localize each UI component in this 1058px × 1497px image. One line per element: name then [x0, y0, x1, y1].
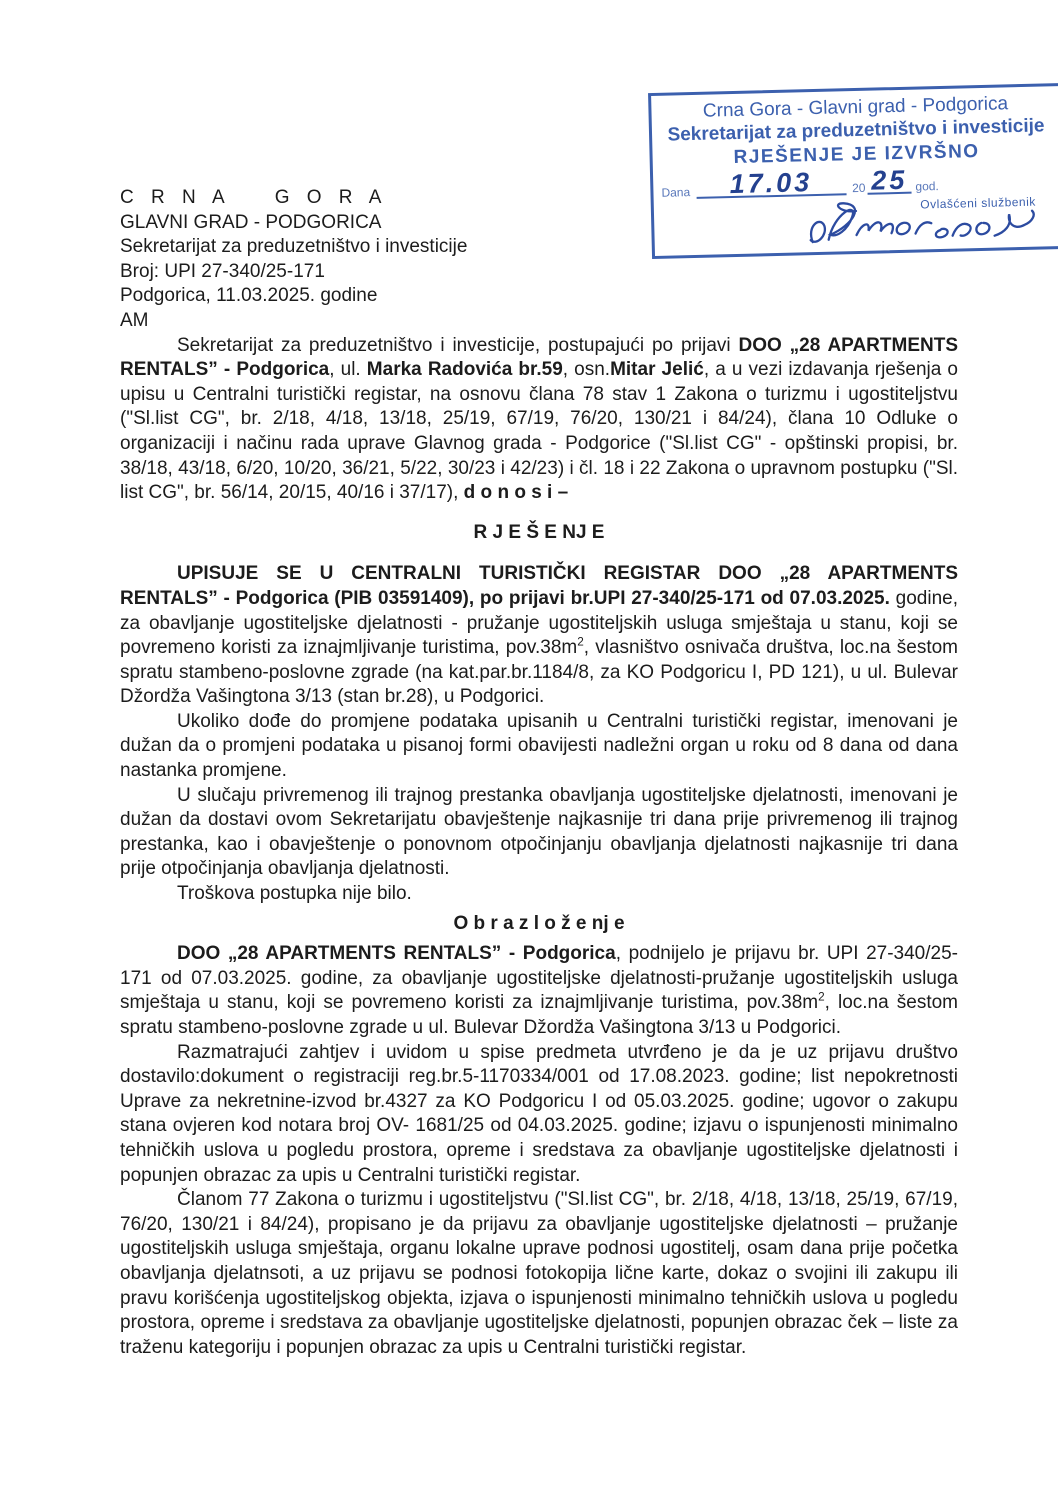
document-body: [120, 186, 958, 1360]
stamp-department-line: Sekretarijat za preduzetništvo i investicije: [667, 115, 1045, 146]
header-initials: AM: [120, 309, 149, 331]
rationale-article77-paragraph: Članom 77 Zakona o turizmu i ugostiteljstvu ("Sl.list CG", br. 2/18, 4/18, 13/18, 25/19, 67/19, 76/20, 130/21 i 84/24), propisano je da prijavu za obavljanje ugostiteljske djelatnosti – pružanje ugostiteljskih usluga smještaja, organu lokalne uprave podnosi ugostitelj, osam dana prije početka obavljanja djelatnsoti, a uz prijavu se podnosi fotokopija lične karte, dokaz o svojini ili zakupu ili pravu korišćenja ugostiteljskog objekta, izjava o ispunjenosti minimalno tehničkih uslova u pogledu prostora, opreme i sredstava za obavljanje ugostiteljske djelatnosti, popunjen obrazac ček – liste za traženu kategoriju i popunjen obrazac za upis u Centralni turistički registar.: [120, 1189, 958, 1358]
decision-costs-paragraph: Troškova postupka nije bilo.: [177, 883, 412, 905]
decision-entry-paragraph: UPISUJE SE U CENTRALNI TURISTIČKI REGISTAR DOO „28 APARTMENTS RENTALS” - Podgorica (PIB 03591409), po prijavi br.UPI 27-340/25-171 od 07.03.2025. godine, za obavljanje ugostiteljske djelatnosti - pružanje ugostiteljskih usluga smještaja u stanu, koji se povremeno koristi za iznajmljivanje turistima, $pov.38m^2$, vlasništvo osnivača društva, loc.na šestom spratu stambeno-poslovne zgrade (na kat.par.br.1184/8, za KO Podgoricu I, PD 121), u ul. Bulevar Džordža Vašingtona 3/13 (stan br.28), u Podgorici.: [120, 563, 958, 708]
stamp-authority-line: Crna Gora - Glavni grad - Podgorica: [702, 93, 1009, 122]
header-city: GLAVNI GRAD - PODGORICA: [120, 211, 382, 233]
stamp-status-line: RJEŠENJE JE IZVRŠNO: [733, 141, 980, 169]
stamp-date-label: Dana: [661, 185, 691, 200]
rationale-heading: O b r a z l o ž e nj e: [453, 912, 625, 934]
decision-change-notice-paragraph: Ukoliko dođe do promjene podataka upisanih u Centralni turistički registar, imenovani je dužan da o promjeni podataka u pisanoj formi obavijesti nadležni organ u roku od 8 dana od dana nastanka promjene.: [120, 710, 958, 782]
stamp-year-handwritten: 25: [870, 164, 908, 196]
rationale-review-paragraph: Razmatrajući zahtjev i uvidom u spise predmeta utvrđeno je da je uz prijavu društvo dostavilo:dokument o registraciji reg.br.5-1170334/001 od 17.08.2023. godine; list nepokretnosti Uprave za nekretnine-izvod br.4327 za KO Podgoricu I od 05.03.2025. godine; ugovor o zakupu stana ovjeren kod notara broj OV- 1681/25 od 04.03.2025. godine; izjavu o ispunjenosti minimalno tehničkih uslova u pogledu prostora, opreme i sredstava za obavljanje ugostiteljske djelatnosti i popunjen obrazac za upis u Centralni turistički registar.: [120, 1041, 958, 1186]
header-case-number: Broj: UPI 27-340/25-171: [120, 260, 325, 282]
header-place-date: Podgorica, 11.03.2025. godine: [120, 285, 378, 307]
stamp-year-prefix: 20: [851, 180, 866, 196]
intro-paragraph: Sekretarijat za preduzetništvo i investicije, postupajući po prijavi DOO „28 APARTMENTS RENTALS” - Podgorica, ul. Marka Radovića br.59, osn.Mitar Jelić, a u vezi izdavanja rješenja o upisu u Centralni turistički registar, na osnovu člana 78 stav 1 Zakona o turizmu i ugostiteljstvu ("Sl.list CG", br. 2/18, 4/18, 13/18, 25/19, 67/19, 76/20, 130/21 i 84/24), člana 10 Odluke o organizaciji i načinu rada uprave Glavnog grada - Podgorice ("Sl.list CG" - opštinski propisi, br. 38/18, 43/18, 6/20, 10/20, 36/21, 5/22, 30/23 i 42/23) i čl. 18 i 22 Zakona o upravnom postupku ("Sl. list CG", br. 56/14, 20/15, 40/16 i 37/17), d o n o s i –: [120, 334, 958, 504]
rationale-application-paragraph: DOO „28 APARTMENTS RENTALS” - Podgorica, podnijelo je prijavu br. UPI 27-340/25-171 od 07.03.2025. godine, za obavljanje ugostiteljske djelatnosti-pružanje ugostiteljskih usluga smještaja u stanu, koji se povremeno koristi za iznajmljivanje turistima, $pov.38m^2$, loc.na šestom spratu stambeno-poslovne zgrade u ul. Bulevar Džordža Vašingtona 3/13 u Podgorici.: [120, 943, 958, 1038]
decision-heading: R J E Š E NJ E: [473, 521, 605, 543]
stamp-date-handwritten: 17.03: [729, 167, 813, 200]
decision-cessation-paragraph: U slučaju privremenog ili trajnog prestanka obavljanja ugostiteljske djelatnosti, imenovani je dužan da dostavi ovom Sekretarijatu obavještenje najkasnije tri dana prije privremenog ili trajnog prestanka, kao i obavještenje o ponovnom otpočinjanju obavljanja djelatnosti najkasnije tri dana prije otpočinjanja obavljanja djelatnosti.: [120, 784, 958, 880]
stamp-year-suffix: god.: [915, 179, 939, 194]
header-department: Sekretarijat za preduzetništvo i investicije: [120, 236, 468, 258]
header-country: C R N A G O R A: [120, 187, 388, 208]
stamp-officer-label: Ovlašćeni službenik: [920, 194, 1036, 212]
